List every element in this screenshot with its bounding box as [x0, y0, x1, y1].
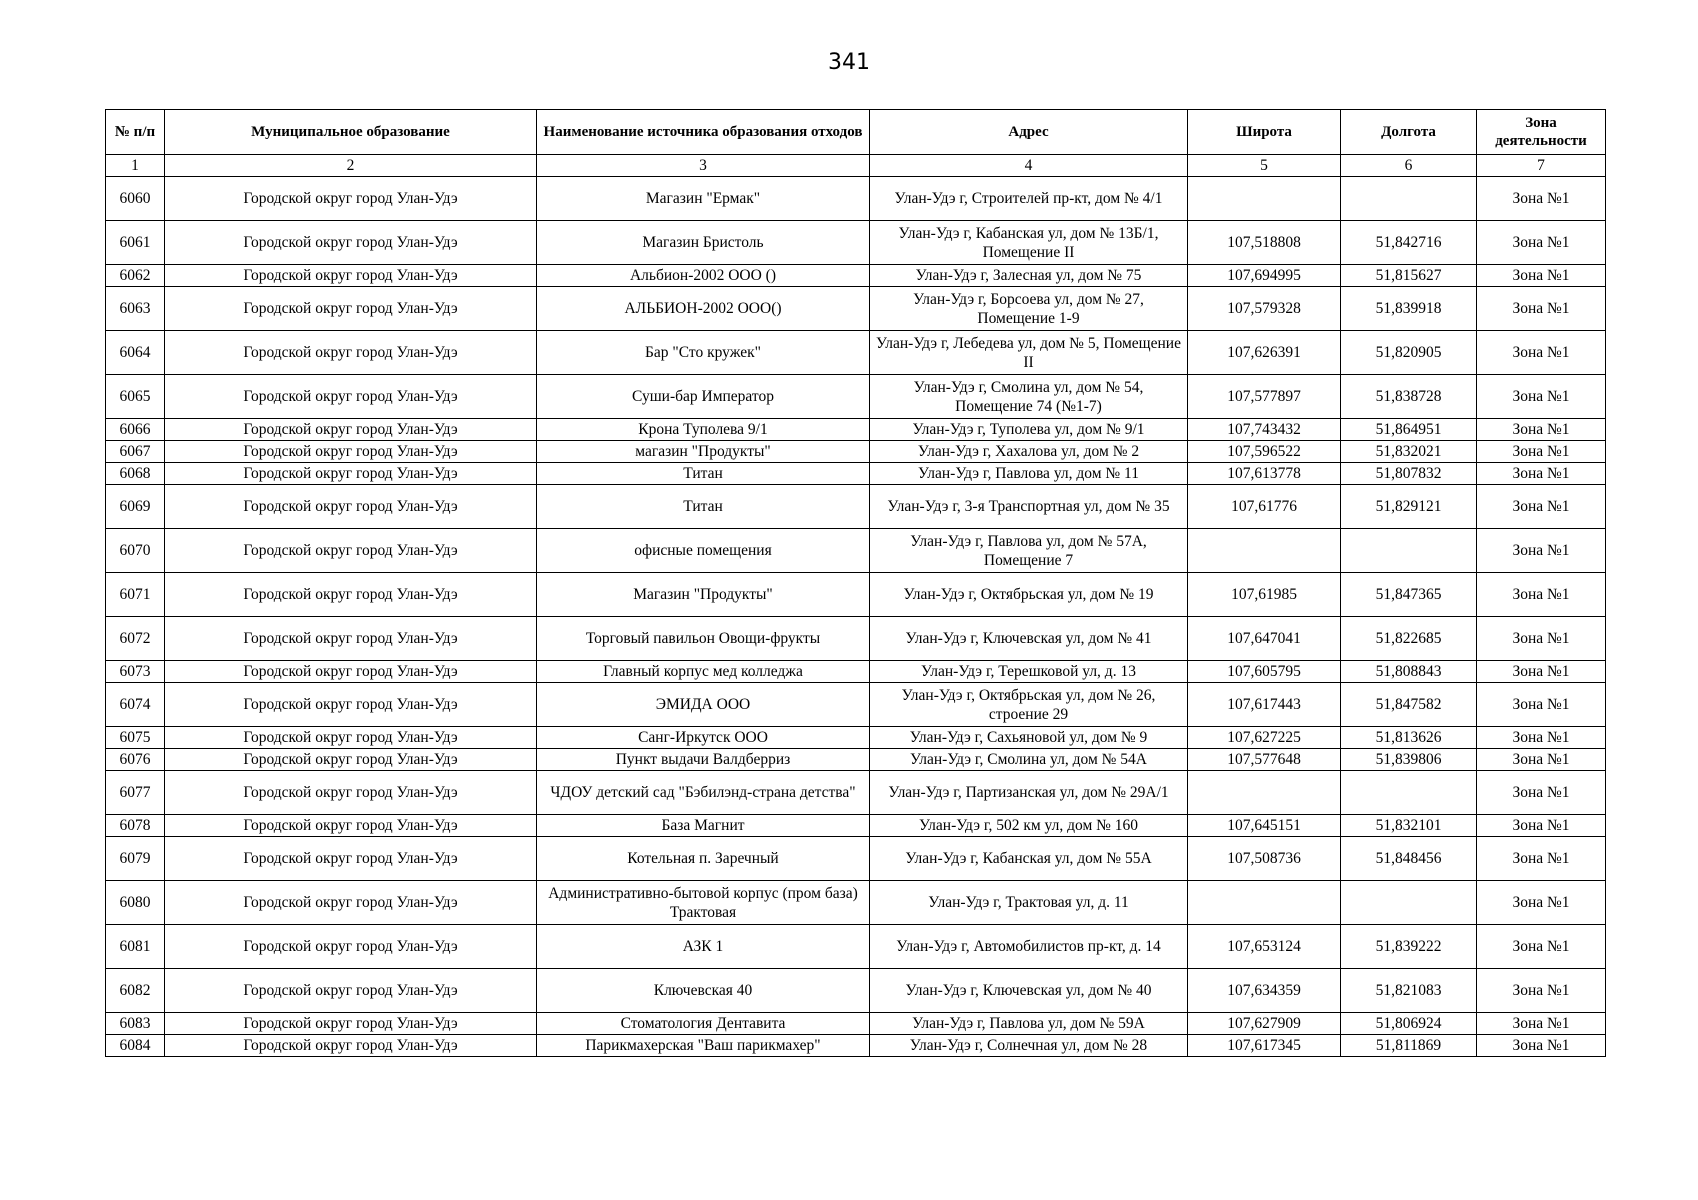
row-number-cell: 6076 — [106, 749, 165, 771]
address-cell: Улан-Удэ г, Ключевская ул, дом № 41 — [870, 617, 1188, 661]
municipality-cell: Городской округ город Улан-Удэ — [165, 419, 537, 441]
address-cell: Улан-Удэ г, Октябрьская ул, дом № 19 — [870, 573, 1188, 617]
zone-cell: Зона №1 — [1477, 815, 1606, 837]
address-cell: Улан-Удэ г, Павлова ул, дом № 59А — [870, 1013, 1188, 1035]
address-cell: Улан-Удэ г, Автомобилистов пр-кт, д. 14 — [870, 925, 1188, 969]
longitude-cell: 51,832101 — [1341, 815, 1477, 837]
source-name-cell: Ключевская 40 — [537, 969, 870, 1013]
header-longitude: Долгота — [1341, 110, 1477, 155]
column-number: 6 — [1341, 155, 1477, 177]
row-number-cell: 6061 — [106, 221, 165, 265]
table-row — [106, 287, 1606, 331]
row-number-cell: 6082 — [106, 969, 165, 1013]
row-number-cell: 6072 — [106, 617, 165, 661]
municipality-cell: Городской округ город Улан-Удэ — [165, 727, 537, 749]
longitude-cell: 51,839222 — [1341, 925, 1477, 969]
address-cell: Улан-Удэ г, 502 км ул, дом № 160 — [870, 815, 1188, 837]
municipality-cell: Городской округ город Улан-Удэ — [165, 221, 537, 265]
zone-cell: Зона №1 — [1477, 573, 1606, 617]
row-number-cell: 6068 — [106, 463, 165, 485]
column-number: 1 — [106, 155, 165, 177]
table-row — [106, 925, 1606, 969]
column-number: 2 — [165, 155, 537, 177]
row-number-cell: 6062 — [106, 265, 165, 287]
municipality-cell: Городской округ город Улан-Удэ — [165, 177, 537, 221]
zone-cell: Зона №1 — [1477, 925, 1606, 969]
latitude-cell: 107,596522 — [1188, 441, 1341, 463]
table-row — [106, 815, 1606, 837]
zone-cell: Зона №1 — [1477, 881, 1606, 925]
address-cell: Улан-Удэ г, Смолина ул, дом № 54, Помещение 74 (№1-7) — [870, 375, 1188, 419]
longitude-cell: 51,806924 — [1341, 1013, 1477, 1035]
longitude-cell: 51,808843 — [1341, 661, 1477, 683]
row-number-cell: 6060 — [106, 177, 165, 221]
municipality-cell: Городской округ город Улан-Удэ — [165, 815, 537, 837]
table-row — [106, 331, 1606, 375]
table-row — [106, 265, 1606, 287]
zone-cell: Зона №1 — [1477, 221, 1606, 265]
address-cell: Улан-Удэ г, Лебедева ул, дом № 5, Помещение II — [870, 331, 1188, 375]
municipality-cell: Городской округ город Улан-Удэ — [165, 463, 537, 485]
municipality-cell: Городской округ город Улан-Удэ — [165, 881, 537, 925]
address-cell: Улан-Удэ г, Павлова ул, дом № 57А, Помещение 7 — [870, 529, 1188, 573]
table-header — [106, 110, 1606, 177]
latitude-cell: 107,577648 — [1188, 749, 1341, 771]
latitude-cell — [1188, 177, 1341, 221]
latitude-cell: 107,645151 — [1188, 815, 1341, 837]
row-number-cell: 6078 — [106, 815, 165, 837]
zone-cell: Зона №1 — [1477, 419, 1606, 441]
longitude-cell: 51,847365 — [1341, 573, 1477, 617]
longitude-cell — [1341, 881, 1477, 925]
source-name-cell: Главный корпус мед колледжа — [537, 661, 870, 683]
source-name-cell: Суши-бар Император — [537, 375, 870, 419]
table-row — [106, 485, 1606, 529]
municipality-cell: Городской округ город Улан-Удэ — [165, 265, 537, 287]
latitude-cell: 107,626391 — [1188, 331, 1341, 375]
address-cell: Улан-Удэ г, Строителей пр-кт, дом № 4/1 — [870, 177, 1188, 221]
municipality-cell: Городской округ город Улан-Удэ — [165, 331, 537, 375]
latitude-cell: 107,617443 — [1188, 683, 1341, 727]
row-number-cell: 6065 — [106, 375, 165, 419]
table-row — [106, 177, 1606, 221]
address-cell: Улан-Удэ г, Борсоева ул, дом № 27, Помещение 1-9 — [870, 287, 1188, 331]
address-cell: Улан-Удэ г, Смолина ул, дом № 54А — [870, 749, 1188, 771]
source-name-cell: Торговый павильон Овощи-фрукты — [537, 617, 870, 661]
municipality-cell: Городской округ город Улан-Удэ — [165, 771, 537, 815]
table-row — [106, 375, 1606, 419]
address-cell: Улан-Удэ г, Солнечная ул, дом № 28 — [870, 1035, 1188, 1057]
longitude-cell: 51,847582 — [1341, 683, 1477, 727]
municipality-cell: Городской округ город Улан-Удэ — [165, 749, 537, 771]
zone-cell: Зона №1 — [1477, 771, 1606, 815]
zone-cell: Зона №1 — [1477, 441, 1606, 463]
address-cell: Улан-Удэ г, Туполева ул, дом № 9/1 — [870, 419, 1188, 441]
column-number: 5 — [1188, 155, 1341, 177]
municipality-cell: Городской округ город Улан-Удэ — [165, 485, 537, 529]
row-number-cell: 6071 — [106, 573, 165, 617]
address-cell: Улан-Удэ г, Павлова ул, дом № 11 — [870, 463, 1188, 485]
row-number-cell: 6080 — [106, 881, 165, 925]
municipality-cell: Городской округ город Улан-Удэ — [165, 617, 537, 661]
latitude-cell — [1188, 881, 1341, 925]
zone-cell: Зона №1 — [1477, 177, 1606, 221]
longitude-cell — [1341, 529, 1477, 573]
latitude-cell — [1188, 529, 1341, 573]
column-number-row — [106, 155, 1606, 177]
zone-cell: Зона №1 — [1477, 727, 1606, 749]
row-number-cell: 6075 — [106, 727, 165, 749]
source-name-cell: АЛЬБИОН-2002 ООО() — [537, 287, 870, 331]
zone-cell: Зона №1 — [1477, 463, 1606, 485]
source-name-cell: магазин "Продукты" — [537, 441, 870, 463]
row-number-cell: 6081 — [106, 925, 165, 969]
table-row — [106, 463, 1606, 485]
longitude-cell: 51,838728 — [1341, 375, 1477, 419]
latitude-cell: 107,627909 — [1188, 1013, 1341, 1035]
column-number: 4 — [870, 155, 1188, 177]
longitude-cell: 51,821083 — [1341, 969, 1477, 1013]
header-municipality: Муниципальное образование — [165, 110, 537, 155]
source-name-cell: Альбион-2002 ООО () — [537, 265, 870, 287]
table-row — [106, 837, 1606, 881]
address-cell: Улан-Удэ г, Партизанская ул, дом № 29А/1 — [870, 771, 1188, 815]
row-number-cell: 6074 — [106, 683, 165, 727]
zone-cell: Зона №1 — [1477, 1035, 1606, 1057]
longitude-cell: 51,832021 — [1341, 441, 1477, 463]
address-cell: Улан-Удэ г, Хахалова ул, дом № 2 — [870, 441, 1188, 463]
source-name-cell: офисные помещения — [537, 529, 870, 573]
row-number-cell: 6079 — [106, 837, 165, 881]
table-row — [106, 529, 1606, 573]
municipality-cell: Городской округ город Улан-Удэ — [165, 573, 537, 617]
zone-cell: Зона №1 — [1477, 683, 1606, 727]
row-number-cell: 6077 — [106, 771, 165, 815]
address-cell: Улан-Удэ г, Трактовая ул, д. 11 — [870, 881, 1188, 925]
table-row — [106, 1013, 1606, 1035]
source-name-cell: Котельная п. Заречный — [537, 837, 870, 881]
longitude-cell: 51,807832 — [1341, 463, 1477, 485]
longitude-cell: 51,829121 — [1341, 485, 1477, 529]
address-cell: Улан-Удэ г, Кабанская ул, дом № 55А — [870, 837, 1188, 881]
table-row — [106, 419, 1606, 441]
source-name-cell: Административно-бытовой корпус (пром база) Трактовая — [537, 881, 870, 925]
municipality-cell: Городской округ город Улан-Удэ — [165, 375, 537, 419]
header-latitude: Широта — [1188, 110, 1341, 155]
zone-cell: Зона №1 — [1477, 265, 1606, 287]
header-source-name: Наименование источника образования отходов — [537, 110, 870, 155]
address-cell: Улан-Удэ г, Ключевская ул, дом № 40 — [870, 969, 1188, 1013]
row-number-cell: 6064 — [106, 331, 165, 375]
table-row — [106, 617, 1606, 661]
table-row — [106, 727, 1606, 749]
source-name-cell: Санг-Иркутск ООО — [537, 727, 870, 749]
latitude-cell: 107,694995 — [1188, 265, 1341, 287]
municipality-cell: Городской округ город Улан-Удэ — [165, 837, 537, 881]
table-row — [106, 441, 1606, 463]
latitude-cell: 107,743432 — [1188, 419, 1341, 441]
table-row — [106, 661, 1606, 683]
source-name-cell: ЭМИДА ООО — [537, 683, 870, 727]
latitude-cell: 107,653124 — [1188, 925, 1341, 969]
zone-cell: Зона №1 — [1477, 749, 1606, 771]
latitude-cell: 107,579328 — [1188, 287, 1341, 331]
longitude-cell: 51,848456 — [1341, 837, 1477, 881]
source-name-cell: АЗК 1 — [537, 925, 870, 969]
longitude-cell: 51,811869 — [1341, 1035, 1477, 1057]
latitude-cell: 107,634359 — [1188, 969, 1341, 1013]
source-name-cell: Бар "Сто кружек" — [537, 331, 870, 375]
longitude-cell — [1341, 771, 1477, 815]
table-row — [106, 683, 1606, 727]
source-name-cell: Парикмахерская "Ваш парикмахер" — [537, 1035, 870, 1057]
longitude-cell: 51,842716 — [1341, 221, 1477, 265]
zone-cell: Зона №1 — [1477, 287, 1606, 331]
address-cell: Улан-Удэ г, Кабанская ул, дом № 13Б/1, Помещение II — [870, 221, 1188, 265]
source-name-cell: ЧДОУ детский сад "Бэбилэнд-страна детства" — [537, 771, 870, 815]
source-name-cell: Пункт выдачи Валдберриз — [537, 749, 870, 771]
source-name-cell: Титан — [537, 463, 870, 485]
address-cell: Улан-Удэ г, Сахьяновой ул, дом № 9 — [870, 727, 1188, 749]
longitude-cell — [1341, 177, 1477, 221]
table-row — [106, 749, 1606, 771]
address-cell: Улан-Удэ г, Залесная ул, дом № 75 — [870, 265, 1188, 287]
latitude-cell: 107,518808 — [1188, 221, 1341, 265]
zone-cell: Зона №1 — [1477, 661, 1606, 683]
latitude-cell: 107,647041 — [1188, 617, 1341, 661]
header-row — [106, 110, 1606, 155]
table-row — [106, 881, 1606, 925]
row-number-cell: 6073 — [106, 661, 165, 683]
address-cell: Улан-Удэ г, Октябрьская ул, дом № 26, строение 29 — [870, 683, 1188, 727]
latitude-cell: 107,617345 — [1188, 1035, 1341, 1057]
table-row — [106, 969, 1606, 1013]
source-name-cell: Магазин Бристоль — [537, 221, 870, 265]
municipality-cell: Городской округ город Улан-Удэ — [165, 287, 537, 331]
row-number-cell: 6069 — [106, 485, 165, 529]
latitude-cell: 107,61776 — [1188, 485, 1341, 529]
row-number-cell: 6063 — [106, 287, 165, 331]
page-number: 341 — [828, 50, 870, 75]
latitude-cell: 107,613778 — [1188, 463, 1341, 485]
zone-cell: Зона №1 — [1477, 529, 1606, 573]
header-number: № п/п — [106, 110, 165, 155]
municipality-cell: Городской округ город Улан-Удэ — [165, 1013, 537, 1035]
source-name-cell: Крона Туполева 9/1 — [537, 419, 870, 441]
latitude-cell: 107,61985 — [1188, 573, 1341, 617]
row-number-cell: 6070 — [106, 529, 165, 573]
latitude-cell: 107,508736 — [1188, 837, 1341, 881]
longitude-cell: 51,864951 — [1341, 419, 1477, 441]
municipality-cell: Городской округ город Улан-Удэ — [165, 925, 537, 969]
table-body — [106, 177, 1606, 1057]
longitude-cell: 51,815627 — [1341, 265, 1477, 287]
zone-cell: Зона №1 — [1477, 375, 1606, 419]
zone-cell: Зона №1 — [1477, 331, 1606, 375]
row-number-cell: 6084 — [106, 1035, 165, 1057]
latitude-cell: 107,577897 — [1188, 375, 1341, 419]
table-row — [106, 1035, 1606, 1057]
latitude-cell — [1188, 771, 1341, 815]
municipality-cell: Городской округ город Улан-Удэ — [165, 529, 537, 573]
address-cell: Улан-Удэ г, Терешковой ул, д. 13 — [870, 661, 1188, 683]
column-number: 7 — [1477, 155, 1606, 177]
latitude-cell: 107,605795 — [1188, 661, 1341, 683]
municipality-cell: Городской округ город Улан-Удэ — [165, 661, 537, 683]
zone-cell: Зона №1 — [1477, 1013, 1606, 1035]
data-table — [105, 109, 1606, 1057]
longitude-cell: 51,820905 — [1341, 331, 1477, 375]
row-number-cell: 6066 — [106, 419, 165, 441]
table-row — [106, 573, 1606, 617]
longitude-cell: 51,813626 — [1341, 727, 1477, 749]
longitude-cell: 51,822685 — [1341, 617, 1477, 661]
zone-cell: Зона №1 — [1477, 969, 1606, 1013]
row-number-cell: 6083 — [106, 1013, 165, 1035]
address-cell: Улан-Удэ г, 3-я Транспортная ул, дом № 35 — [870, 485, 1188, 529]
longitude-cell: 51,839918 — [1341, 287, 1477, 331]
column-number: 3 — [537, 155, 870, 177]
longitude-cell: 51,839806 — [1341, 749, 1477, 771]
zone-cell: Зона №1 — [1477, 837, 1606, 881]
row-number-cell: 6067 — [106, 441, 165, 463]
table-row — [106, 221, 1606, 265]
header-zone: Зона деятельности — [1477, 110, 1606, 155]
zone-cell: Зона №1 — [1477, 617, 1606, 661]
source-name-cell: Стоматология Дентавита — [537, 1013, 870, 1035]
header-address: Адрес — [870, 110, 1188, 155]
zone-cell: Зона №1 — [1477, 485, 1606, 529]
latitude-cell: 107,627225 — [1188, 727, 1341, 749]
source-name-cell: Магазин "Ермак" — [537, 177, 870, 221]
municipality-cell: Городской округ город Улан-Удэ — [165, 1035, 537, 1057]
source-name-cell: Титан — [537, 485, 870, 529]
source-name-cell: Магазин "Продукты" — [537, 573, 870, 617]
table-row — [106, 771, 1606, 815]
municipality-cell: Городской округ город Улан-Удэ — [165, 683, 537, 727]
municipality-cell: Городской округ город Улан-Удэ — [165, 441, 537, 463]
source-name-cell: База Магнит — [537, 815, 870, 837]
municipality-cell: Городской округ город Улан-Удэ — [165, 969, 537, 1013]
